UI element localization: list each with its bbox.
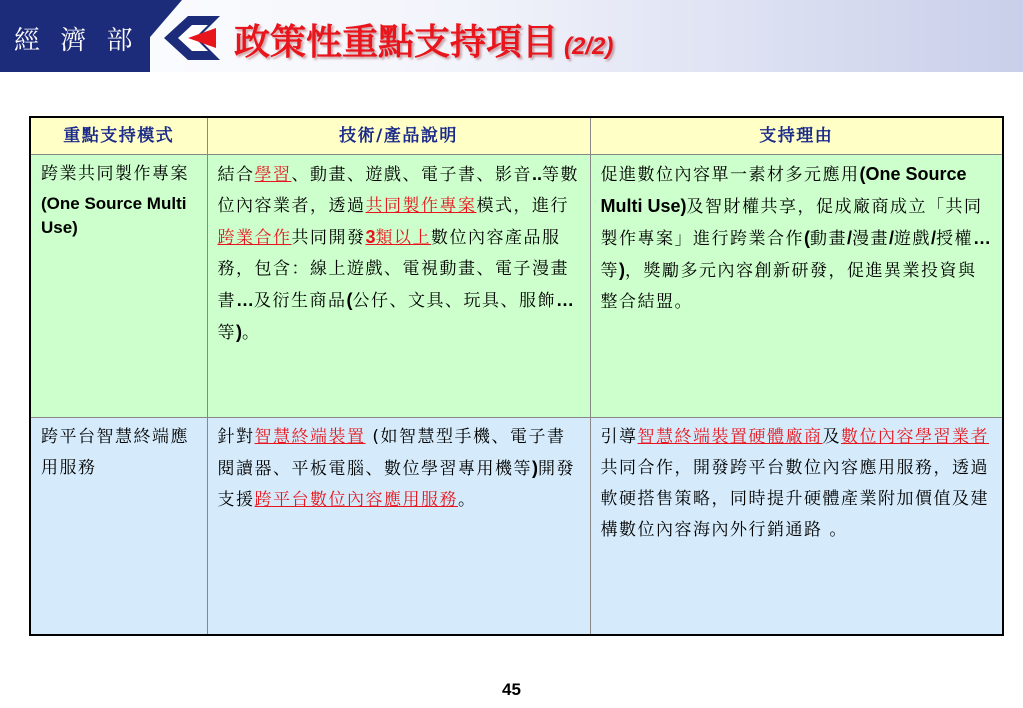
table-header-row [30, 117, 1003, 155]
latin-text: / [889, 228, 895, 248]
row1-mode: 跨業共同製作專案 [41, 164, 189, 184]
cell-text: 結合 [217, 165, 255, 185]
row2-mode-cell [30, 418, 207, 636]
highlight-text: 類以上 [375, 228, 432, 248]
cell-text: 針對 [217, 427, 255, 447]
slide-title [234, 14, 613, 65]
page-number: 45 [502, 680, 521, 699]
cell-text: 等 [600, 261, 619, 281]
cell-text: 開發支援 [217, 459, 575, 510]
support-items-table [29, 116, 1004, 636]
latin-text: ( [804, 228, 810, 248]
highlight-text: 數位內容學習業者 [841, 427, 989, 447]
latin-text: … [973, 228, 992, 248]
cell-text: 引導 [600, 427, 638, 447]
cell-text: 公仔、文具、玩具、服飾 [352, 291, 556, 311]
cell-text: ( [365, 427, 381, 447]
cell-text: 如智慧型手機、電子書閱讀器、平板電腦、數位學習專用機等 [217, 427, 566, 479]
latin-text: ) [532, 458, 538, 478]
highlight-text: 智慧終端裝置 [254, 427, 366, 447]
highlight-text: 跨平台數位內容應用服務 [254, 490, 458, 510]
slide-header [0, 0, 1023, 72]
latin-text: (One Source Multi Use) [600, 164, 967, 216]
cell-text: 漫畫 [852, 229, 890, 249]
cell-text: 數位內容產品服務，包含：線上遊戲、電視動畫、電子漫畫書 [217, 228, 569, 311]
ministry-emblem-icon [158, 10, 226, 66]
row2-mode: 跨平台智慧終端應用服務 [41, 427, 189, 478]
latin-text: ( [346, 290, 353, 310]
title-suffix: (2/2) [564, 33, 614, 60]
col-header-reason: 支持理由 [590, 117, 1003, 155]
col-header-tech: 技術/產品說明 [207, 117, 590, 155]
row1-tech-cell [207, 155, 590, 418]
row1-mode-cell [30, 155, 207, 418]
cell-text: 及 [822, 427, 841, 447]
cell-text: 共同開發 [291, 228, 366, 248]
highlight-text: 學習 [254, 165, 292, 185]
highlight-text: 智慧終端裝置硬體廠商 [637, 427, 823, 447]
latin-text: ) [236, 322, 242, 342]
highlight-text: 跨業合作 [217, 228, 292, 248]
cell-text: 共同合作，開發跨平台數位內容應用服務，透過軟硬搭售策略，同時提升硬體產業附加價值及建構數位內容海內外行銷通路 。 [600, 458, 989, 540]
cell-text: 遊戲 [894, 229, 932, 249]
cell-text: 授權 [936, 229, 974, 249]
row2-tech-cell [207, 418, 590, 636]
col-header-mode: 重點支持模式 [30, 117, 207, 155]
cell-text: 等 [217, 323, 236, 343]
row1-mode-en: (One Source Multi Use) [41, 194, 187, 237]
latin-text: .. [532, 164, 543, 184]
cell-text: 促進數位內容單一素材多元應用 [600, 165, 860, 185]
cell-text: 模式，進行 [476, 196, 569, 216]
latin-text: / [931, 228, 937, 248]
table-row [30, 418, 1003, 636]
highlight-number: 3 [365, 227, 376, 247]
cell-text: 及智財權共享，促成廠商成立「共同製作專案」進行跨業合作 [600, 197, 983, 249]
latin-text: … [236, 290, 254, 310]
row1-reason-cell [590, 155, 1003, 418]
highlight-text: 共同製作專案 [365, 196, 477, 216]
table-row [30, 155, 1003, 418]
cell-text: 及衍生商品 [254, 291, 347, 311]
cell-text: 、動畫、遊戲、電子書、影音 [291, 165, 532, 185]
title-text: 政策性重點支持項目 [234, 21, 559, 63]
org-name: 經 濟 部 [14, 26, 139, 56]
latin-text: ) [619, 260, 625, 280]
latin-text: … [556, 290, 574, 310]
cell-text: 。 [242, 323, 261, 343]
cell-text: ，獎勵多元內容創新研發，促進異業投資與整合結盟。 [600, 261, 977, 312]
latin-text: / [847, 228, 853, 248]
cell-text: 等數位內容業者，透過 [217, 165, 580, 216]
row2-reason-cell [590, 418, 1003, 636]
cell-text: 動畫 [810, 229, 847, 249]
cell-text: 。 [458, 490, 477, 510]
